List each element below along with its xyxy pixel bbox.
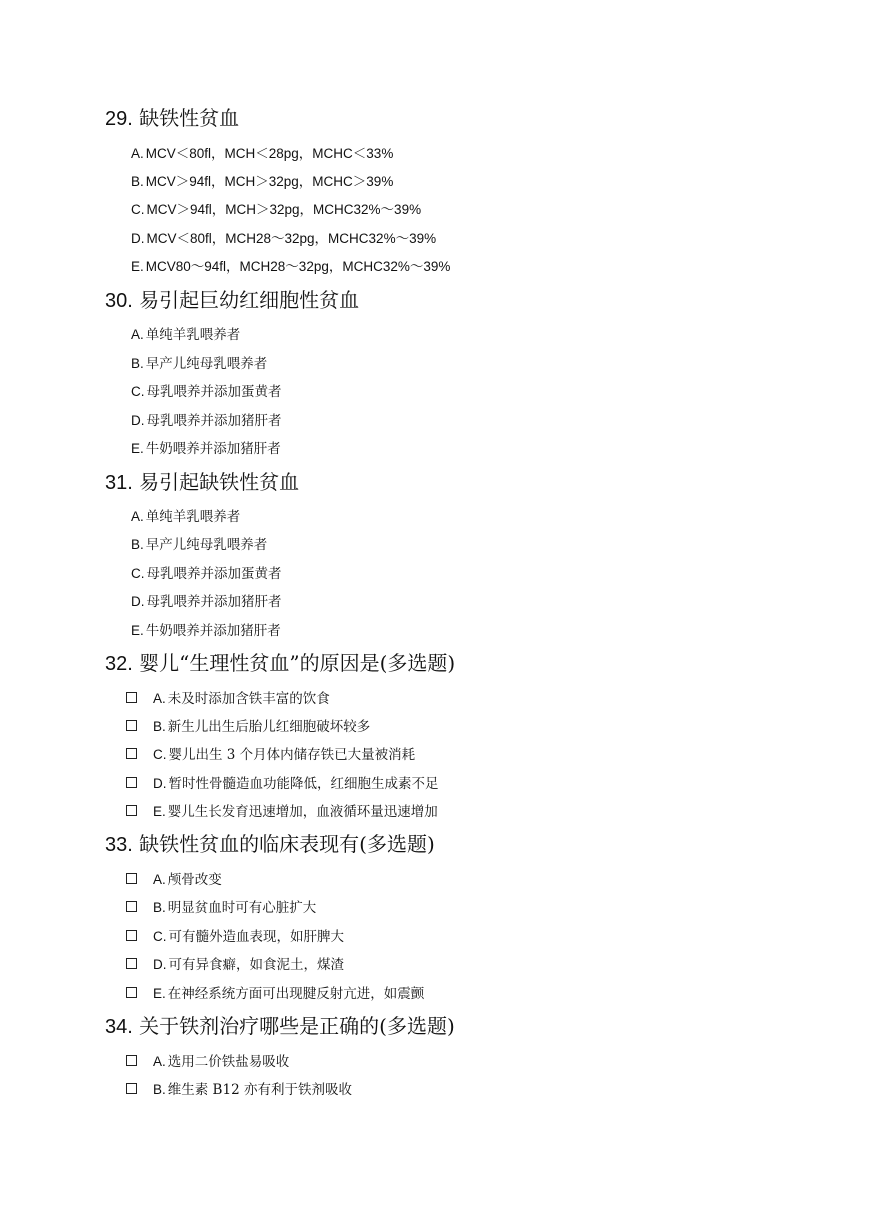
option-a (131, 326, 240, 344)
option-a (131, 145, 393, 163)
option-text: 未及时添加含铁丰富的饮食 (167, 691, 330, 707)
option-letter: B. (131, 174, 144, 189)
option-d (131, 412, 282, 430)
question-text: 易引起缺铁性贫血 (139, 470, 300, 494)
option-letter: D. (131, 594, 145, 609)
option-letter: A. (153, 691, 166, 706)
option-letter: E. (131, 441, 144, 456)
option-letter: E. (131, 623, 144, 638)
option-d (131, 593, 282, 611)
option-e (131, 440, 281, 458)
question-number: 33. (105, 834, 133, 856)
option-letter: C. (153, 929, 167, 944)
option-text: 明显贫血时可有心脏扩大 (167, 900, 317, 916)
option-b[interactable] (126, 899, 316, 917)
option-letter: D. (153, 776, 167, 791)
option-text: 婴儿生长发育迅速增加，血液循环量迅速增加 (167, 804, 438, 820)
option-a[interactable] (126, 871, 222, 889)
option-letter: D. (131, 231, 145, 246)
option-letter: C. (131, 566, 145, 581)
option-letter: E. (153, 986, 166, 1001)
option-letter: A. (131, 146, 144, 161)
checkbox[interactable] (126, 1083, 137, 1094)
option-c[interactable] (126, 746, 415, 764)
checkbox[interactable] (126, 873, 137, 884)
option-b (131, 173, 393, 191)
option-a (131, 508, 240, 526)
option-a[interactable] (126, 1053, 289, 1071)
option-letter: A. (131, 327, 144, 342)
option-text: 牛奶喂养并添加猪肝者 (145, 441, 281, 457)
checkbox[interactable] (126, 958, 137, 969)
option-text: 在神经系统方面可出现腱反射亢进，如震颤 (167, 986, 425, 1002)
option-c (131, 383, 282, 401)
option-text: MCV＞94fl，MCH＞32pg，MCHC＞39% (145, 174, 394, 189)
option-letter: E. (153, 804, 166, 819)
checkbox[interactable] (126, 987, 137, 998)
option-d[interactable] (126, 956, 344, 974)
option-b[interactable] (126, 718, 370, 736)
checkbox[interactable] (126, 777, 137, 788)
option-letter: B. (131, 537, 144, 552)
option-e[interactable] (126, 803, 438, 821)
option-text: MCV＜80fl，MCH28～32pg，MCHC32%～39% (146, 231, 437, 246)
option-text: 母乳喂养并添加猪肝者 (146, 413, 282, 429)
option-text: 单纯羊乳喂养者 (145, 327, 241, 343)
checkbox[interactable] (126, 930, 137, 941)
question-text: 易引起巨幼红细胞性贫血 (139, 288, 360, 312)
option-c (131, 565, 282, 583)
question-text: 关于铁剂治疗哪些是正确的(多选题) (139, 1014, 455, 1038)
option-letter: B. (153, 1082, 166, 1097)
question-text: 婴儿“生理性贫血”的原因是(多选题) (139, 651, 456, 675)
option-d (131, 230, 436, 248)
checkbox[interactable] (126, 692, 137, 703)
option-text: 选用二价铁盐易吸收 (167, 1054, 290, 1070)
option-letter: D. (153, 957, 167, 972)
option-text: 颅骨改变 (167, 872, 222, 888)
question-number: 29. (105, 108, 133, 130)
question-number: 30. (105, 290, 133, 312)
option-letter: A. (153, 872, 166, 887)
question-number: 32. (105, 653, 133, 675)
option-letter: E. (131, 259, 144, 274)
option-letter: B. (153, 900, 166, 915)
option-letter: C. (131, 202, 145, 217)
option-e[interactable] (126, 985, 424, 1003)
checkbox[interactable] (126, 805, 137, 816)
option-e (131, 258, 450, 276)
question-title (105, 105, 239, 132)
question-title (105, 287, 359, 314)
option-letter: C. (153, 747, 167, 762)
option-letter: D. (131, 413, 145, 428)
option-letter: A. (131, 509, 144, 524)
option-e (131, 622, 281, 640)
option-text: 可有髓外造血表现，如肝脾大 (168, 929, 344, 945)
option-d[interactable] (126, 775, 439, 793)
question-text: 缺铁性贫血 (139, 106, 240, 130)
option-text: 可有异食癖，如食泥土，煤渣 (168, 957, 344, 973)
question-number: 31. (105, 472, 133, 494)
question-title (105, 831, 435, 858)
checkbox[interactable] (126, 901, 137, 912)
option-text: 早产儿纯母乳喂养者 (145, 356, 268, 372)
option-b (131, 355, 267, 373)
option-letter: C. (131, 384, 145, 399)
option-text: 早产儿纯母乳喂养者 (145, 537, 268, 553)
question-text: 缺铁性贫血的临床表现有(多选题) (139, 832, 435, 856)
question-title (105, 1013, 455, 1040)
option-text: MCV＜80fl，MCH＜28pg，MCHC＜33% (145, 146, 394, 161)
option-letter: B. (153, 719, 166, 734)
checkbox[interactable] (126, 1055, 137, 1066)
option-text: MCV＞94fl，MCH＞32pg，MCHC32%～39% (146, 202, 422, 217)
option-text: MCV80～94fl，MCH28～32pg，MCHC32%～39% (145, 259, 451, 274)
option-text: 母乳喂养并添加蛋黄者 (146, 384, 282, 400)
option-a[interactable] (126, 690, 330, 708)
checkbox[interactable] (126, 720, 137, 731)
option-letter: B. (131, 356, 144, 371)
question-title (105, 469, 299, 496)
option-text: 牛奶喂养并添加猪肝者 (145, 623, 281, 639)
option-text: 单纯羊乳喂养者 (145, 509, 241, 525)
question-title (105, 650, 455, 677)
option-text: 婴儿出生 3 个月体内储存铁已大量被消耗 (168, 747, 416, 763)
option-text: 暂时性骨髓造血功能降低，红细胞生成素不足 (168, 776, 439, 792)
option-c[interactable] (126, 928, 344, 946)
option-text: 母乳喂养并添加蛋黄者 (146, 566, 282, 582)
option-b (131, 536, 267, 554)
question-number: 34. (105, 1016, 133, 1038)
option-b[interactable] (126, 1081, 352, 1099)
option-letter: A. (153, 1054, 166, 1069)
option-text: 新生儿出生后胎儿红细胞破坏较多 (167, 719, 371, 735)
option-text: 母乳喂养并添加猪肝者 (146, 594, 282, 610)
option-c (131, 201, 421, 219)
checkbox[interactable] (126, 748, 137, 759)
option-text: 维生素 B12 亦有利于铁剂吸收 (167, 1082, 352, 1098)
